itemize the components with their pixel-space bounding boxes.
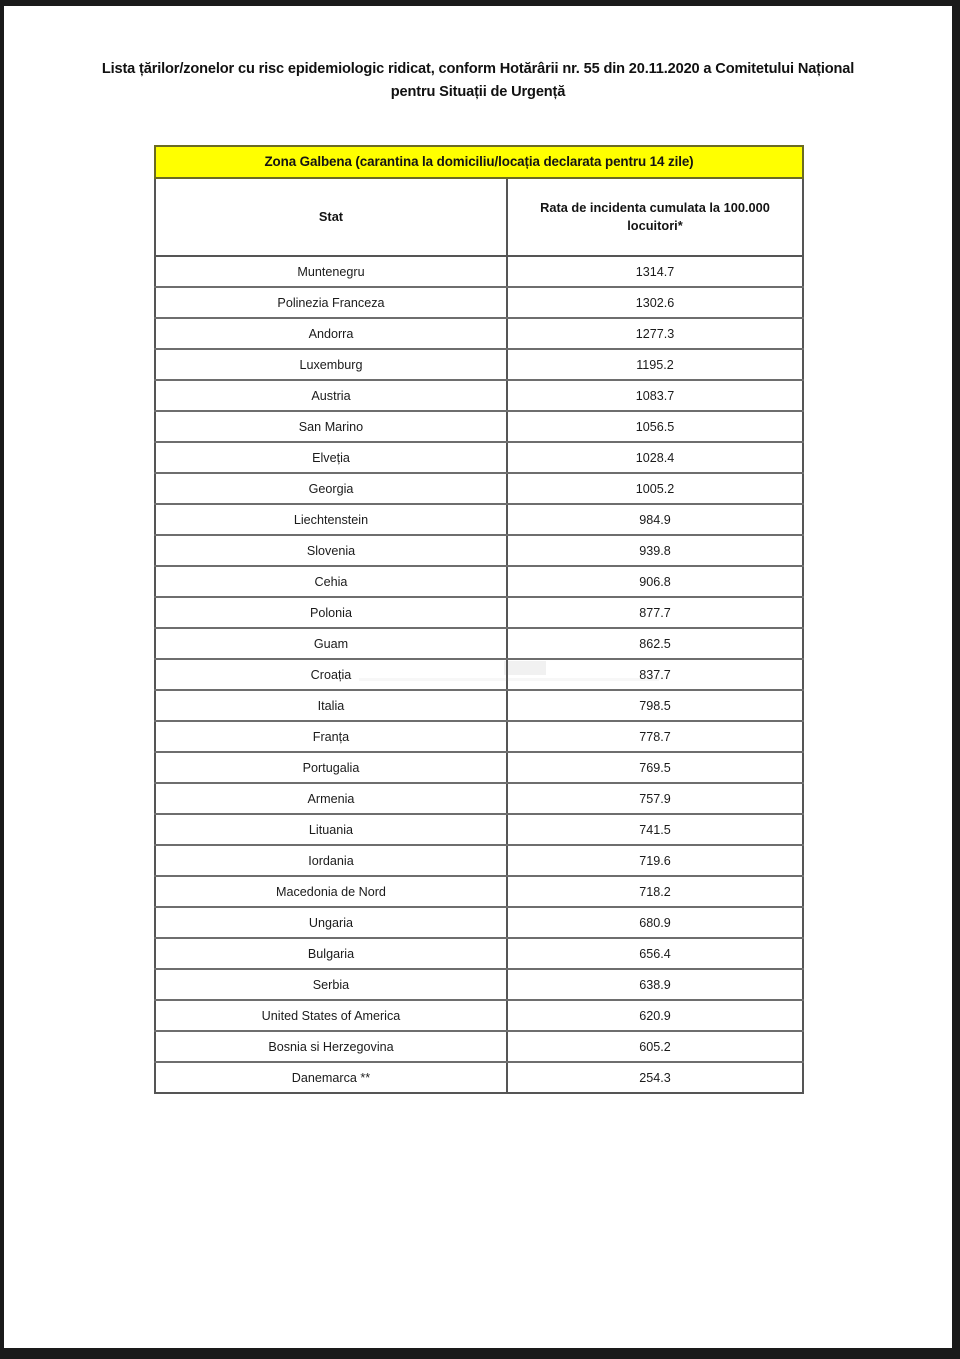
cell-state: Croația — [155, 659, 507, 690]
table-row — [155, 876, 803, 907]
table-row — [155, 287, 803, 318]
cell-incidence-rate: 656.4 — [507, 938, 803, 969]
column-header-incidence-rate: Rata de incidenta cumulata la 100.000 locuitori* — [507, 178, 803, 256]
table-row — [155, 318, 803, 349]
table-row — [155, 535, 803, 566]
cell-incidence-rate: 862.5 — [507, 628, 803, 659]
cell-state: Franța — [155, 721, 507, 752]
cell-state: Guam — [155, 628, 507, 659]
cell-state: Danemarca ** — [155, 1062, 507, 1093]
table-row — [155, 1000, 803, 1031]
cell-incidence-rate: 798.5 — [507, 690, 803, 721]
risk-countries-table — [154, 145, 804, 1094]
cell-incidence-rate: 1005.2 — [507, 473, 803, 504]
table-row — [155, 628, 803, 659]
cell-incidence-rate: 769.5 — [507, 752, 803, 783]
yellow-zone-banner: Zona Galbena (carantina la domiciliu/locația declarata pentru 14 zile) — [155, 146, 803, 178]
table-row — [155, 752, 803, 783]
cell-incidence-rate: 984.9 — [507, 504, 803, 535]
table-row — [155, 1031, 803, 1062]
cell-state: Polinezia Franceza — [155, 287, 507, 318]
cell-state: Bulgaria — [155, 938, 507, 969]
table-row — [155, 1062, 803, 1093]
cell-state: Elveția — [155, 442, 507, 473]
cell-incidence-rate: 906.8 — [507, 566, 803, 597]
cell-state: Slovenia — [155, 535, 507, 566]
cell-incidence-rate: 719.6 — [507, 845, 803, 876]
table-container — [4, 145, 952, 1094]
table-row — [155, 504, 803, 535]
cell-state: Armenia — [155, 783, 507, 814]
cell-incidence-rate: 778.7 — [507, 721, 803, 752]
cell-state: Andorra — [155, 318, 507, 349]
column-header-row — [155, 178, 803, 256]
table-header — [155, 146, 803, 256]
cell-incidence-rate: 757.9 — [507, 783, 803, 814]
cell-incidence-rate: 1195.2 — [507, 349, 803, 380]
cell-incidence-rate: 638.9 — [507, 969, 803, 1000]
table-row — [155, 783, 803, 814]
yellow-zone-banner-row — [155, 146, 803, 178]
cell-state: Muntenegru — [155, 256, 507, 287]
cell-incidence-rate: 1302.6 — [507, 287, 803, 318]
table-row — [155, 349, 803, 380]
cell-incidence-rate: 620.9 — [507, 1000, 803, 1031]
table-row — [155, 256, 803, 287]
page-title-line-1: Lista țărilor/zonelor cu risc epidemiologic ridicat, conform Hotărârii nr. 55 din 20.11.2020 a Comitetului Național — [101, 61, 855, 77]
cell-incidence-rate: 605.2 — [507, 1031, 803, 1062]
cell-state: Austria — [155, 380, 507, 411]
cell-state: United States of America — [155, 1000, 507, 1031]
table-row — [155, 969, 803, 1000]
table-row — [155, 938, 803, 969]
table-row — [155, 659, 803, 690]
table-row — [155, 442, 803, 473]
cell-incidence-rate: 1028.4 — [507, 442, 803, 473]
cell-incidence-rate: 254.3 — [507, 1062, 803, 1093]
cell-incidence-rate: 718.2 — [507, 876, 803, 907]
cell-state: Macedonia de Nord — [155, 876, 507, 907]
table-body — [155, 256, 803, 1093]
cell-incidence-rate: 1314.7 — [507, 256, 803, 287]
page-title-line-2: pentru Situații de Urgență — [390, 83, 566, 100]
cell-state: Bosnia si Herzegovina — [155, 1031, 507, 1062]
cell-incidence-rate: 939.8 — [507, 535, 803, 566]
cell-state: Serbia — [155, 969, 507, 1000]
cell-incidence-rate: 1083.7 — [507, 380, 803, 411]
table-row — [155, 597, 803, 628]
cell-state: Polonia — [155, 597, 507, 628]
cell-incidence-rate: 1277.3 — [507, 318, 803, 349]
page-title — [4, 6, 952, 103]
cell-state: San Marino — [155, 411, 507, 442]
cell-incidence-rate: 741.5 — [507, 814, 803, 845]
table-row — [155, 907, 803, 938]
cell-state: Lituania — [155, 814, 507, 845]
cell-state: Cehia — [155, 566, 507, 597]
cell-state: Georgia — [155, 473, 507, 504]
cell-incidence-rate: 877.7 — [507, 597, 803, 628]
cell-state: Liechtenstein — [155, 504, 507, 535]
table-row — [155, 814, 803, 845]
column-header-state: Stat — [155, 178, 507, 256]
table-row — [155, 845, 803, 876]
cell-incidence-rate: 680.9 — [507, 907, 803, 938]
table-row — [155, 690, 803, 721]
cell-state: Italia — [155, 690, 507, 721]
cell-state: Ungaria — [155, 907, 507, 938]
table-row — [155, 473, 803, 504]
cell-incidence-rate: 837.7 — [507, 659, 803, 690]
table-row — [155, 380, 803, 411]
cell-incidence-rate: 1056.5 — [507, 411, 803, 442]
cell-state: Iordania — [155, 845, 507, 876]
document-page — [4, 6, 952, 1348]
table-row — [155, 411, 803, 442]
table-row — [155, 721, 803, 752]
cell-state: Portugalia — [155, 752, 507, 783]
table-row — [155, 566, 803, 597]
cell-state: Luxemburg — [155, 349, 507, 380]
